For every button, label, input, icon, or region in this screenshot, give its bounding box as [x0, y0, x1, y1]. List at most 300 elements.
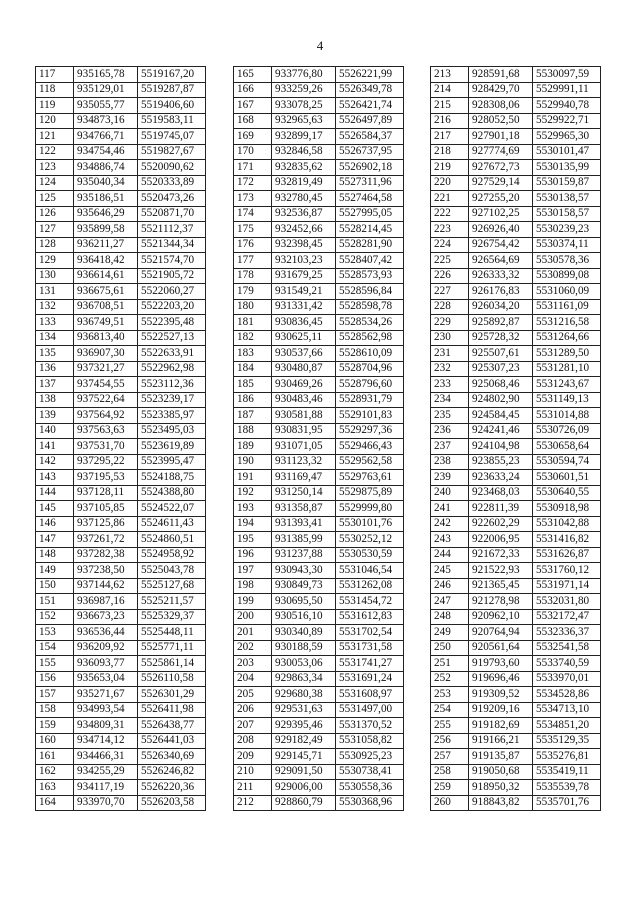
- table-row: [234, 113, 404, 129]
- table-row: [431, 578, 601, 594]
- point-number-cell: 139: [36, 408, 74, 424]
- y-coordinate-cell: 5522395,48: [138, 315, 206, 331]
- y-coordinate-cell: 5525329,37: [138, 609, 206, 625]
- x-coordinate-cell: 934993,54: [74, 702, 138, 718]
- y-coordinate-cell: 5531161,09: [533, 299, 601, 315]
- table-row: [431, 547, 601, 563]
- x-coordinate-cell: 937522,64: [74, 392, 138, 408]
- x-coordinate-cell: 930188,59: [272, 640, 336, 656]
- y-coordinate-cell: 5528704,96: [336, 361, 404, 377]
- table-row: [234, 795, 404, 811]
- y-coordinate-cell: 5525211,57: [138, 594, 206, 610]
- point-number-cell: 134: [36, 330, 74, 346]
- y-coordinate-cell: 5524522,07: [138, 501, 206, 517]
- point-number-cell: 254: [431, 702, 469, 718]
- x-coordinate-cell: 937564,92: [74, 408, 138, 424]
- y-coordinate-cell: 5530138,57: [533, 191, 601, 207]
- x-coordinate-cell: 934766,71: [74, 129, 138, 145]
- y-coordinate-cell: 5522203,20: [138, 299, 206, 315]
- table-row: [36, 795, 206, 811]
- table-row: [234, 625, 404, 641]
- x-coordinate-cell: 926564,69: [469, 253, 533, 269]
- x-coordinate-cell: 930831,95: [272, 423, 336, 439]
- table-row: [431, 268, 601, 284]
- x-coordinate-cell: 937128,11: [74, 485, 138, 501]
- y-coordinate-cell: 5531731,58: [336, 640, 404, 656]
- x-coordinate-cell: 932899,17: [272, 129, 336, 145]
- point-number-cell: 258: [431, 764, 469, 780]
- table-row: [431, 563, 601, 579]
- table-row: [431, 749, 601, 765]
- point-number-cell: 131: [36, 284, 74, 300]
- x-coordinate-cell: 936418,42: [74, 253, 138, 269]
- y-coordinate-cell: 5534713,10: [533, 702, 601, 718]
- y-coordinate-cell: 5531691,24: [336, 671, 404, 687]
- table-row: [234, 206, 404, 222]
- x-coordinate-cell: 935129,01: [74, 82, 138, 98]
- table-row: [36, 780, 206, 796]
- point-number-cell: 247: [431, 594, 469, 610]
- point-number-cell: 151: [36, 594, 74, 610]
- y-coordinate-cell: 5529562,58: [336, 454, 404, 470]
- x-coordinate-cell: 933078,25: [272, 98, 336, 114]
- y-coordinate-cell: 5531497,00: [336, 702, 404, 718]
- point-number-cell: 117: [36, 67, 74, 83]
- point-number-cell: 135: [36, 346, 74, 362]
- point-number-cell: 129: [36, 253, 74, 269]
- table-row: [36, 454, 206, 470]
- x-coordinate-cell: 932398,45: [272, 237, 336, 253]
- table-row: [36, 98, 206, 114]
- table-row: [234, 718, 404, 734]
- x-coordinate-cell: 936614,61: [74, 268, 138, 284]
- y-coordinate-cell: 5519827,67: [138, 144, 206, 160]
- y-coordinate-cell: 5531042,88: [533, 516, 601, 532]
- x-coordinate-cell: 923855,23: [469, 454, 533, 470]
- x-coordinate-cell: 935271,67: [74, 687, 138, 703]
- point-number-cell: 168: [234, 113, 272, 129]
- x-coordinate-cell: 937454,55: [74, 377, 138, 393]
- y-coordinate-cell: 5529763,61: [336, 470, 404, 486]
- table-row: [431, 160, 601, 176]
- x-coordinate-cell: 929145,71: [272, 749, 336, 765]
- point-number-cell: 235: [431, 408, 469, 424]
- table-row: [234, 237, 404, 253]
- point-number-cell: 160: [36, 733, 74, 749]
- y-coordinate-cell: 5535129,35: [533, 733, 601, 749]
- point-number-cell: 182: [234, 330, 272, 346]
- y-coordinate-cell: 5529297,36: [336, 423, 404, 439]
- y-coordinate-cell: 5530658,64: [533, 439, 601, 455]
- x-coordinate-cell: 925892,87: [469, 315, 533, 331]
- point-number-cell: 242: [431, 516, 469, 532]
- point-number-cell: 249: [431, 625, 469, 641]
- table-row: [431, 795, 601, 811]
- x-coordinate-cell: 919309,52: [469, 687, 533, 703]
- table-row: [36, 408, 206, 424]
- table-row: [36, 423, 206, 439]
- y-coordinate-cell: 5520473,26: [138, 191, 206, 207]
- x-coordinate-cell: 936536,44: [74, 625, 138, 641]
- table-row: [36, 191, 206, 207]
- table-row: [234, 284, 404, 300]
- point-number-cell: 145: [36, 501, 74, 517]
- table-row: [36, 377, 206, 393]
- table-row: [431, 129, 601, 145]
- x-coordinate-cell: 923633,24: [469, 470, 533, 486]
- x-coordinate-cell: 920561,64: [469, 640, 533, 656]
- table-row: [431, 284, 601, 300]
- y-coordinate-cell: 5530601,51: [533, 470, 601, 486]
- table-row: [36, 718, 206, 734]
- y-coordinate-cell: 5530101,76: [336, 516, 404, 532]
- x-coordinate-cell: 932452,66: [272, 222, 336, 238]
- x-coordinate-cell: 934754,46: [74, 144, 138, 160]
- point-number-cell: 188: [234, 423, 272, 439]
- y-coordinate-cell: 5526411,98: [138, 702, 206, 718]
- y-coordinate-cell: 5529940,78: [533, 98, 601, 114]
- x-coordinate-cell: 930537,66: [272, 346, 336, 362]
- y-coordinate-cell: 5531014,88: [533, 408, 601, 424]
- table-row: [431, 501, 601, 517]
- y-coordinate-cell: 5527464,58: [336, 191, 404, 207]
- point-number-cell: 192: [234, 485, 272, 501]
- point-number-cell: 181: [234, 315, 272, 331]
- y-coordinate-cell: 5530578,36: [533, 253, 601, 269]
- y-coordinate-cell: 5530158,57: [533, 206, 601, 222]
- y-coordinate-cell: 5530368,96: [336, 795, 404, 811]
- y-coordinate-cell: 5528931,79: [336, 392, 404, 408]
- point-number-cell: 143: [36, 470, 74, 486]
- point-number-cell: 158: [36, 702, 74, 718]
- x-coordinate-cell: 921672,33: [469, 547, 533, 563]
- x-coordinate-cell: 924241,46: [469, 423, 533, 439]
- point-number-cell: 177: [234, 253, 272, 269]
- table-row: [431, 237, 601, 253]
- x-coordinate-cell: 927672,73: [469, 160, 533, 176]
- table-row: [36, 129, 206, 145]
- x-coordinate-cell: 936749,51: [74, 315, 138, 331]
- x-coordinate-cell: 937144,62: [74, 578, 138, 594]
- y-coordinate-cell: 5526221,99: [336, 67, 404, 83]
- x-coordinate-cell: 926176,83: [469, 284, 533, 300]
- point-number-cell: 122: [36, 144, 74, 160]
- table-row: [36, 563, 206, 579]
- y-coordinate-cell: 5532336,37: [533, 625, 601, 641]
- y-coordinate-cell: 5533970,01: [533, 671, 601, 687]
- point-number-cell: 195: [234, 532, 272, 548]
- point-number-cell: 260: [431, 795, 469, 811]
- y-coordinate-cell: 5519167,20: [138, 67, 206, 83]
- y-coordinate-cell: 5531370,52: [336, 718, 404, 734]
- table-row: [234, 516, 404, 532]
- table-row: [36, 532, 206, 548]
- x-coordinate-cell: 936211,27: [74, 237, 138, 253]
- table-row: [36, 702, 206, 718]
- y-coordinate-cell: 5523495,03: [138, 423, 206, 439]
- point-number-cell: 222: [431, 206, 469, 222]
- table-row: [431, 532, 601, 548]
- x-coordinate-cell: 922811,39: [469, 501, 533, 517]
- table-row: [234, 315, 404, 331]
- table-row: [234, 253, 404, 269]
- point-number-cell: 190: [234, 454, 272, 470]
- table-row: [234, 82, 404, 98]
- point-number-cell: 211: [234, 780, 272, 796]
- x-coordinate-cell: 930581,88: [272, 408, 336, 424]
- y-coordinate-cell: 5531046,54: [336, 563, 404, 579]
- table-row: [234, 423, 404, 439]
- point-number-cell: 123: [36, 160, 74, 176]
- point-number-cell: 170: [234, 144, 272, 160]
- y-coordinate-cell: 5530594,74: [533, 454, 601, 470]
- y-coordinate-cell: 5526438,77: [138, 718, 206, 734]
- y-coordinate-cell: 5530101,47: [533, 144, 601, 160]
- x-coordinate-cell: 925307,23: [469, 361, 533, 377]
- point-number-cell: 199: [234, 594, 272, 610]
- x-coordinate-cell: 935653,04: [74, 671, 138, 687]
- point-number-cell: 210: [234, 764, 272, 780]
- table-row: [36, 237, 206, 253]
- table-row: [234, 144, 404, 160]
- table-row: [431, 702, 601, 718]
- x-coordinate-cell: 929863,34: [272, 671, 336, 687]
- y-coordinate-cell: 5531626,87: [533, 547, 601, 563]
- y-coordinate-cell: 5532172,47: [533, 609, 601, 625]
- table-row: [234, 392, 404, 408]
- y-coordinate-cell: 5532541,58: [533, 640, 601, 656]
- table-row: [431, 687, 601, 703]
- x-coordinate-cell: 930695,50: [272, 594, 336, 610]
- point-number-cell: 202: [234, 640, 272, 656]
- table-row: [36, 67, 206, 83]
- x-coordinate-cell: 931393,41: [272, 516, 336, 532]
- y-coordinate-cell: 5521344,34: [138, 237, 206, 253]
- x-coordinate-cell: 926333,32: [469, 268, 533, 284]
- x-coordinate-cell: 931549,21: [272, 284, 336, 300]
- y-coordinate-cell: 5525861,14: [138, 656, 206, 672]
- table-row: [234, 547, 404, 563]
- y-coordinate-cell: 5523619,89: [138, 439, 206, 455]
- point-number-cell: 252: [431, 671, 469, 687]
- point-number-cell: 197: [234, 563, 272, 579]
- point-number-cell: 240: [431, 485, 469, 501]
- point-number-cell: 153: [36, 625, 74, 641]
- table-row: [234, 749, 404, 765]
- table-row: [431, 330, 601, 346]
- y-coordinate-cell: 5528796,60: [336, 377, 404, 393]
- point-number-cell: 243: [431, 532, 469, 548]
- y-coordinate-cell: 5528214,45: [336, 222, 404, 238]
- table-row: [36, 268, 206, 284]
- point-number-cell: 180: [234, 299, 272, 315]
- table-row: [36, 82, 206, 98]
- x-coordinate-cell: 936708,51: [74, 299, 138, 315]
- point-number-cell: 228: [431, 299, 469, 315]
- x-coordinate-cell: 937238,50: [74, 563, 138, 579]
- x-coordinate-cell: 937261,72: [74, 532, 138, 548]
- y-coordinate-cell: 5524860,51: [138, 532, 206, 548]
- y-coordinate-cell: 5523112,36: [138, 377, 206, 393]
- y-coordinate-cell: 5524188,75: [138, 470, 206, 486]
- x-coordinate-cell: 931679,25: [272, 268, 336, 284]
- x-coordinate-cell: 927255,20: [469, 191, 533, 207]
- x-coordinate-cell: 935899,58: [74, 222, 138, 238]
- table-row: [234, 408, 404, 424]
- table-row: [431, 764, 601, 780]
- point-number-cell: 178: [234, 268, 272, 284]
- point-number-cell: 164: [36, 795, 74, 811]
- table-row: [36, 625, 206, 641]
- x-coordinate-cell: 934466,31: [74, 749, 138, 765]
- y-coordinate-cell: 5527311,96: [336, 175, 404, 191]
- x-coordinate-cell: 936907,30: [74, 346, 138, 362]
- y-coordinate-cell: 5531454,72: [336, 594, 404, 610]
- x-coordinate-cell: 929531,63: [272, 702, 336, 718]
- x-coordinate-cell: 932835,62: [272, 160, 336, 176]
- y-coordinate-cell: 5530239,23: [533, 222, 601, 238]
- point-number-cell: 155: [36, 656, 74, 672]
- y-coordinate-cell: 5531702,54: [336, 625, 404, 641]
- x-coordinate-cell: 928429,70: [469, 82, 533, 98]
- x-coordinate-cell: 930836,45: [272, 315, 336, 331]
- table-row: [234, 361, 404, 377]
- table-row: [431, 377, 601, 393]
- x-coordinate-cell: 930053,06: [272, 656, 336, 672]
- point-number-cell: 127: [36, 222, 74, 238]
- y-coordinate-cell: 5531264,66: [533, 330, 601, 346]
- table-row: [36, 439, 206, 455]
- x-coordinate-cell: 919050,68: [469, 764, 533, 780]
- x-coordinate-cell: 921522,93: [469, 563, 533, 579]
- x-coordinate-cell: 930516,10: [272, 609, 336, 625]
- point-number-cell: 238: [431, 454, 469, 470]
- x-coordinate-cell: 929680,38: [272, 687, 336, 703]
- y-coordinate-cell: 5531243,67: [533, 377, 601, 393]
- y-coordinate-cell: 5531971,14: [533, 578, 601, 594]
- y-coordinate-cell: 5530738,41: [336, 764, 404, 780]
- point-number-cell: 225: [431, 253, 469, 269]
- x-coordinate-cell: 920764,94: [469, 625, 533, 641]
- table-row: [234, 98, 404, 114]
- point-number-cell: 174: [234, 206, 272, 222]
- x-coordinate-cell: 931169,47: [272, 470, 336, 486]
- table-row: [234, 346, 404, 362]
- point-number-cell: 216: [431, 113, 469, 129]
- page-number: 4: [316, 38, 324, 53]
- table-row: [234, 609, 404, 625]
- x-coordinate-cell: 918843,82: [469, 795, 533, 811]
- x-coordinate-cell: 937282,38: [74, 547, 138, 563]
- x-coordinate-cell: 937531,70: [74, 439, 138, 455]
- y-coordinate-cell: 5531741,27: [336, 656, 404, 672]
- y-coordinate-cell: 5535419,11: [533, 764, 601, 780]
- x-coordinate-cell: 930625,11: [272, 330, 336, 346]
- x-coordinate-cell: 936675,61: [74, 284, 138, 300]
- table-row: [431, 609, 601, 625]
- point-number-cell: 248: [431, 609, 469, 625]
- x-coordinate-cell: 927102,25: [469, 206, 533, 222]
- y-coordinate-cell: 5530925,23: [336, 749, 404, 765]
- point-number-cell: 215: [431, 98, 469, 114]
- x-coordinate-cell: 928860,79: [272, 795, 336, 811]
- point-number-cell: 183: [234, 346, 272, 362]
- y-coordinate-cell: 5529922,71: [533, 113, 601, 129]
- x-coordinate-cell: 936987,16: [74, 594, 138, 610]
- y-coordinate-cell: 5519745,07: [138, 129, 206, 145]
- point-number-cell: 241: [431, 501, 469, 517]
- table-row: [431, 392, 601, 408]
- y-coordinate-cell: 5530097,59: [533, 67, 601, 83]
- x-coordinate-cell: 937295,22: [74, 454, 138, 470]
- x-coordinate-cell: 926754,42: [469, 237, 533, 253]
- y-coordinate-cell: 5528281,90: [336, 237, 404, 253]
- y-coordinate-cell: 5527995,05: [336, 206, 404, 222]
- point-number-cell: 156: [36, 671, 74, 687]
- table-row: [36, 733, 206, 749]
- y-coordinate-cell: 5526584,37: [336, 129, 404, 145]
- y-coordinate-cell: 5530374,11: [533, 237, 601, 253]
- table-row: [234, 501, 404, 517]
- table-row: [36, 253, 206, 269]
- point-number-cell: 205: [234, 687, 272, 703]
- point-number-cell: 126: [36, 206, 74, 222]
- table-row: [36, 315, 206, 331]
- x-coordinate-cell: 925507,61: [469, 346, 533, 362]
- table-row: [36, 346, 206, 362]
- y-coordinate-cell: 5530135,99: [533, 160, 601, 176]
- table-row: [36, 516, 206, 532]
- x-coordinate-cell: 934117,19: [74, 780, 138, 796]
- y-coordinate-cell: 5528610,09: [336, 346, 404, 362]
- point-number-cell: 253: [431, 687, 469, 703]
- x-coordinate-cell: 930849,73: [272, 578, 336, 594]
- x-coordinate-cell: 933970,70: [74, 795, 138, 811]
- table-row: [431, 470, 601, 486]
- point-number-cell: 144: [36, 485, 74, 501]
- y-coordinate-cell: 5524611,43: [138, 516, 206, 532]
- table-row: [431, 454, 601, 470]
- x-coordinate-cell: 937125,86: [74, 516, 138, 532]
- point-number-cell: 152: [36, 609, 74, 625]
- table-row: [431, 671, 601, 687]
- point-number-cell: 132: [36, 299, 74, 315]
- point-number-cell: 154: [36, 640, 74, 656]
- y-coordinate-cell: 5531760,12: [533, 563, 601, 579]
- table-row: [36, 113, 206, 129]
- point-number-cell: 230: [431, 330, 469, 346]
- y-coordinate-cell: 5526737,95: [336, 144, 404, 160]
- y-coordinate-cell: 5529999,80: [336, 501, 404, 517]
- point-number-cell: 119: [36, 98, 74, 114]
- point-number-cell: 255: [431, 718, 469, 734]
- table-row: [36, 640, 206, 656]
- x-coordinate-cell: 919135,87: [469, 749, 533, 765]
- point-number-cell: 231: [431, 346, 469, 362]
- table-row: [36, 392, 206, 408]
- y-coordinate-cell: 5531216,58: [533, 315, 601, 331]
- table-row: [431, 346, 601, 362]
- x-coordinate-cell: 924104,98: [469, 439, 533, 455]
- point-number-cell: 209: [234, 749, 272, 765]
- point-number-cell: 120: [36, 113, 74, 129]
- y-coordinate-cell: 5535276,81: [533, 749, 601, 765]
- y-coordinate-cell: 5522633,91: [138, 346, 206, 362]
- coordinates-table-1: [35, 66, 206, 811]
- x-coordinate-cell: 927529,14: [469, 175, 533, 191]
- point-number-cell: 213: [431, 67, 469, 83]
- point-number-cell: 130: [36, 268, 74, 284]
